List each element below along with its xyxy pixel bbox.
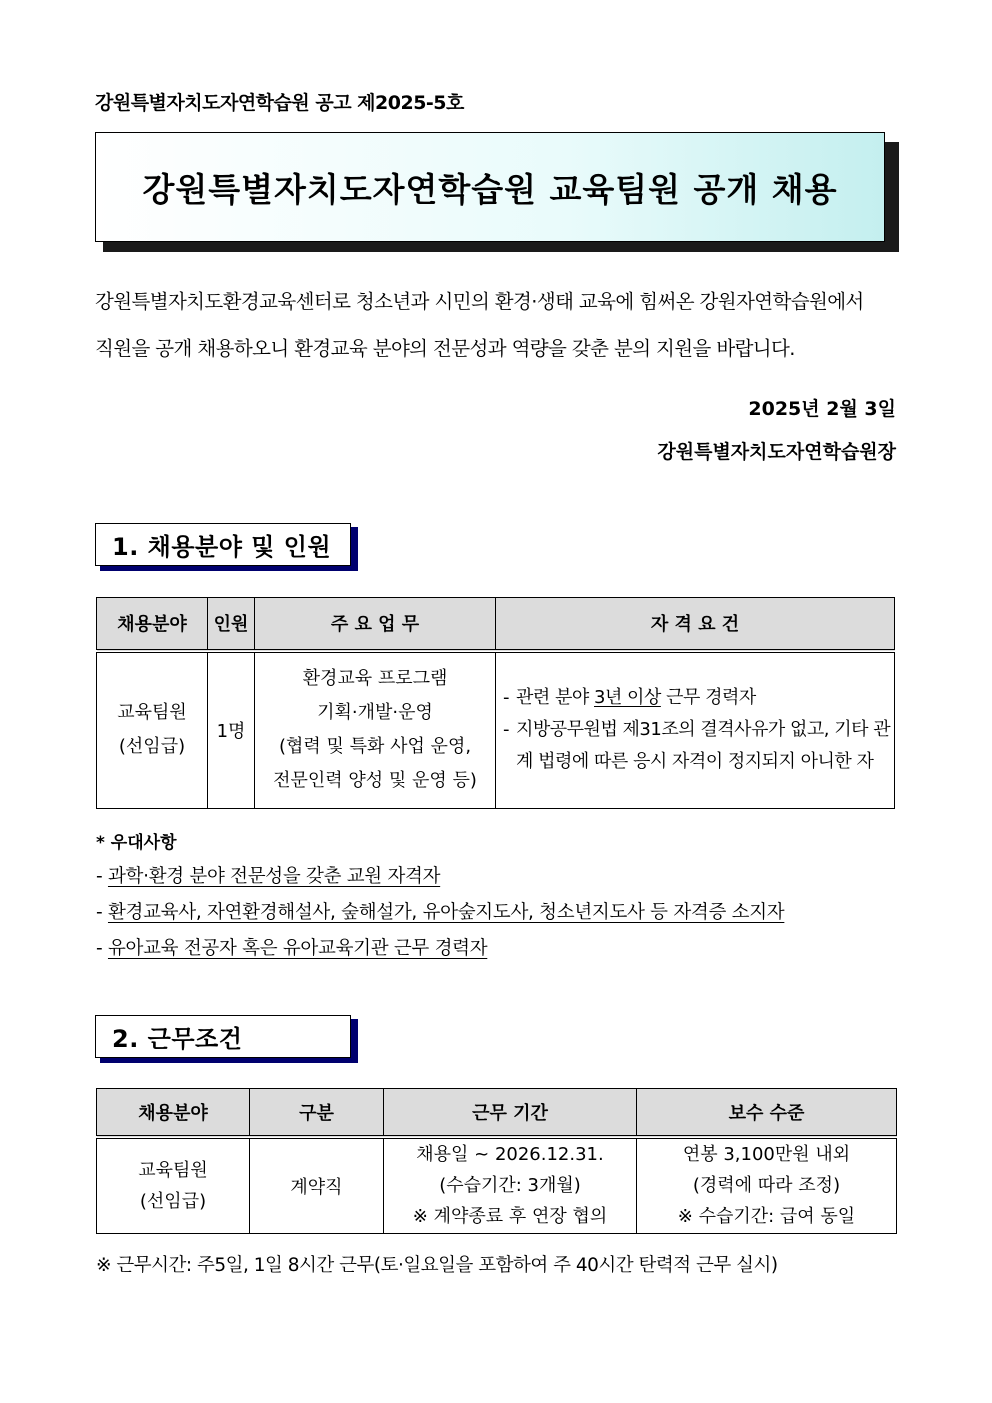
header-requirements: 자 격 요 건	[496, 598, 895, 651]
field-line-2: (선임급)	[118, 736, 186, 758]
period-line: (수습기간: 3개월)	[439, 1175, 581, 1197]
intro-paragraph	[95, 278, 900, 372]
intro-line-1: 강원특별자치도환경교육센터로 청소년과 시민의 환경·생태 교육에 힘써온 강원자연학습원에서	[95, 290, 864, 313]
req2-line-1: 지방공무원법 제31조의 결격사유가 없고, 기타 관	[516, 719, 891, 741]
page-title: 강원특별자치도자연학습원 교육팀원 공개 채용	[142, 169, 838, 209]
preference-text: 유아교육 전공자 혹은 유아교육기관 근무 경력자	[107, 938, 488, 959]
req1-suffix: 근무 경력자	[660, 687, 756, 709]
preference-item: - 환경교육사, 자연환경해설사, 숲해설가, 유아숲지도사, 청소년지도사 등 자격증 소지자	[96, 902, 785, 923]
requirement-item: - 관련 분야 3년 이상 근무 경력자	[503, 687, 756, 709]
header-field: 채용분야	[97, 598, 208, 651]
work-hours-footnote: ※ 근무시간: 주5일, 1일 8시간 근무(토·일요일을 포함하여 주 40시간 탄력적 근무 실시)	[96, 1255, 778, 1276]
preference-item: - 유아교육 전공자 혹은 유아교육기관 근무 경력자	[96, 938, 488, 959]
req2-line-2: 계 법령에 따른 응시 자격이 정지되지 아니한 자	[516, 751, 874, 773]
requirement-item-cont	[496, 746, 894, 778]
requirements-cell	[496, 651, 895, 809]
period-cell	[384, 1137, 637, 1234]
duty-line: 전문인력 양성 및 운영 등)	[273, 770, 477, 792]
notice-date: 2025년 2월 3일	[748, 398, 896, 420]
title-box	[95, 132, 885, 242]
header-field: 채용분야	[97, 1089, 250, 1137]
duties-cell	[255, 651, 496, 809]
section2-heading: 2. 근무조건	[95, 1015, 351, 1058]
type-cell: 계약직	[250, 1137, 384, 1234]
conditions-table	[96, 1088, 897, 1234]
req1-prefix: 관련 분야	[516, 687, 594, 709]
table-row	[97, 651, 895, 809]
header-count: 인원	[208, 598, 255, 651]
header-duties: 주 요 업 무	[255, 598, 496, 651]
field-line-2: (선임급)	[139, 1190, 207, 1212]
preference-text: 과학·환경 분야 전문성을 갖춘 교원 자격자	[107, 866, 441, 887]
req1-underlined: 3년 이상	[594, 687, 661, 709]
duty-line: 환경교육 프로그램	[302, 668, 448, 690]
pay-line: (경력에 따라 조정)	[692, 1175, 841, 1197]
header-period: 근무 기간	[384, 1089, 637, 1137]
table-row	[97, 1137, 897, 1234]
preference-item: - 과학·환경 분야 전문성을 갖춘 교원 자격자	[96, 866, 441, 887]
field-cell	[97, 651, 208, 809]
section1-heading: 1. 채용분야 및 인원	[95, 523, 351, 566]
pay-line: 연봉 3,100만원 내외	[682, 1144, 851, 1166]
notice-number: 강원특별자치도자연학습원 공고 제2025-5호	[95, 92, 464, 114]
recruitment-table	[96, 597, 895, 809]
duty-line: (협력 및 특화 사업 운영,	[278, 736, 472, 758]
field-line-1: 교육팀원	[117, 702, 187, 724]
requirement-item: - 지방공무원법 제31조의 결격사유가 없고, 기타 관	[496, 714, 894, 746]
pay-line: ※ 수습기간: 급여 동일	[677, 1206, 856, 1228]
field-cell	[97, 1137, 250, 1234]
count-cell: 1명	[208, 651, 255, 809]
preference-text: 환경교육사, 자연환경해설사, 숲해설가, 유아숲지도사, 청소년지도사 등 자격증 소지자	[107, 902, 785, 923]
intro-line-2: 직원을 공개 채용하오니 환경교육 분야의 전문성과 역량을 갖춘 분의 지원을 바랍니다.	[95, 337, 795, 360]
period-line: ※ 계약종료 후 연장 협의	[412, 1206, 608, 1228]
header-pay: 보수 수준	[637, 1089, 897, 1137]
pay-cell	[637, 1137, 897, 1234]
issuer: 강원특별자치도자연학습원장	[657, 441, 896, 463]
period-line: 채용일 ~ 2026.12.31.	[416, 1144, 604, 1166]
preference-title: * 우대사항	[96, 833, 177, 853]
header-type: 구분	[250, 1089, 384, 1137]
duty-line: 기획·개발·운영	[317, 702, 433, 724]
field-line-1: 교육팀원	[138, 1159, 208, 1181]
